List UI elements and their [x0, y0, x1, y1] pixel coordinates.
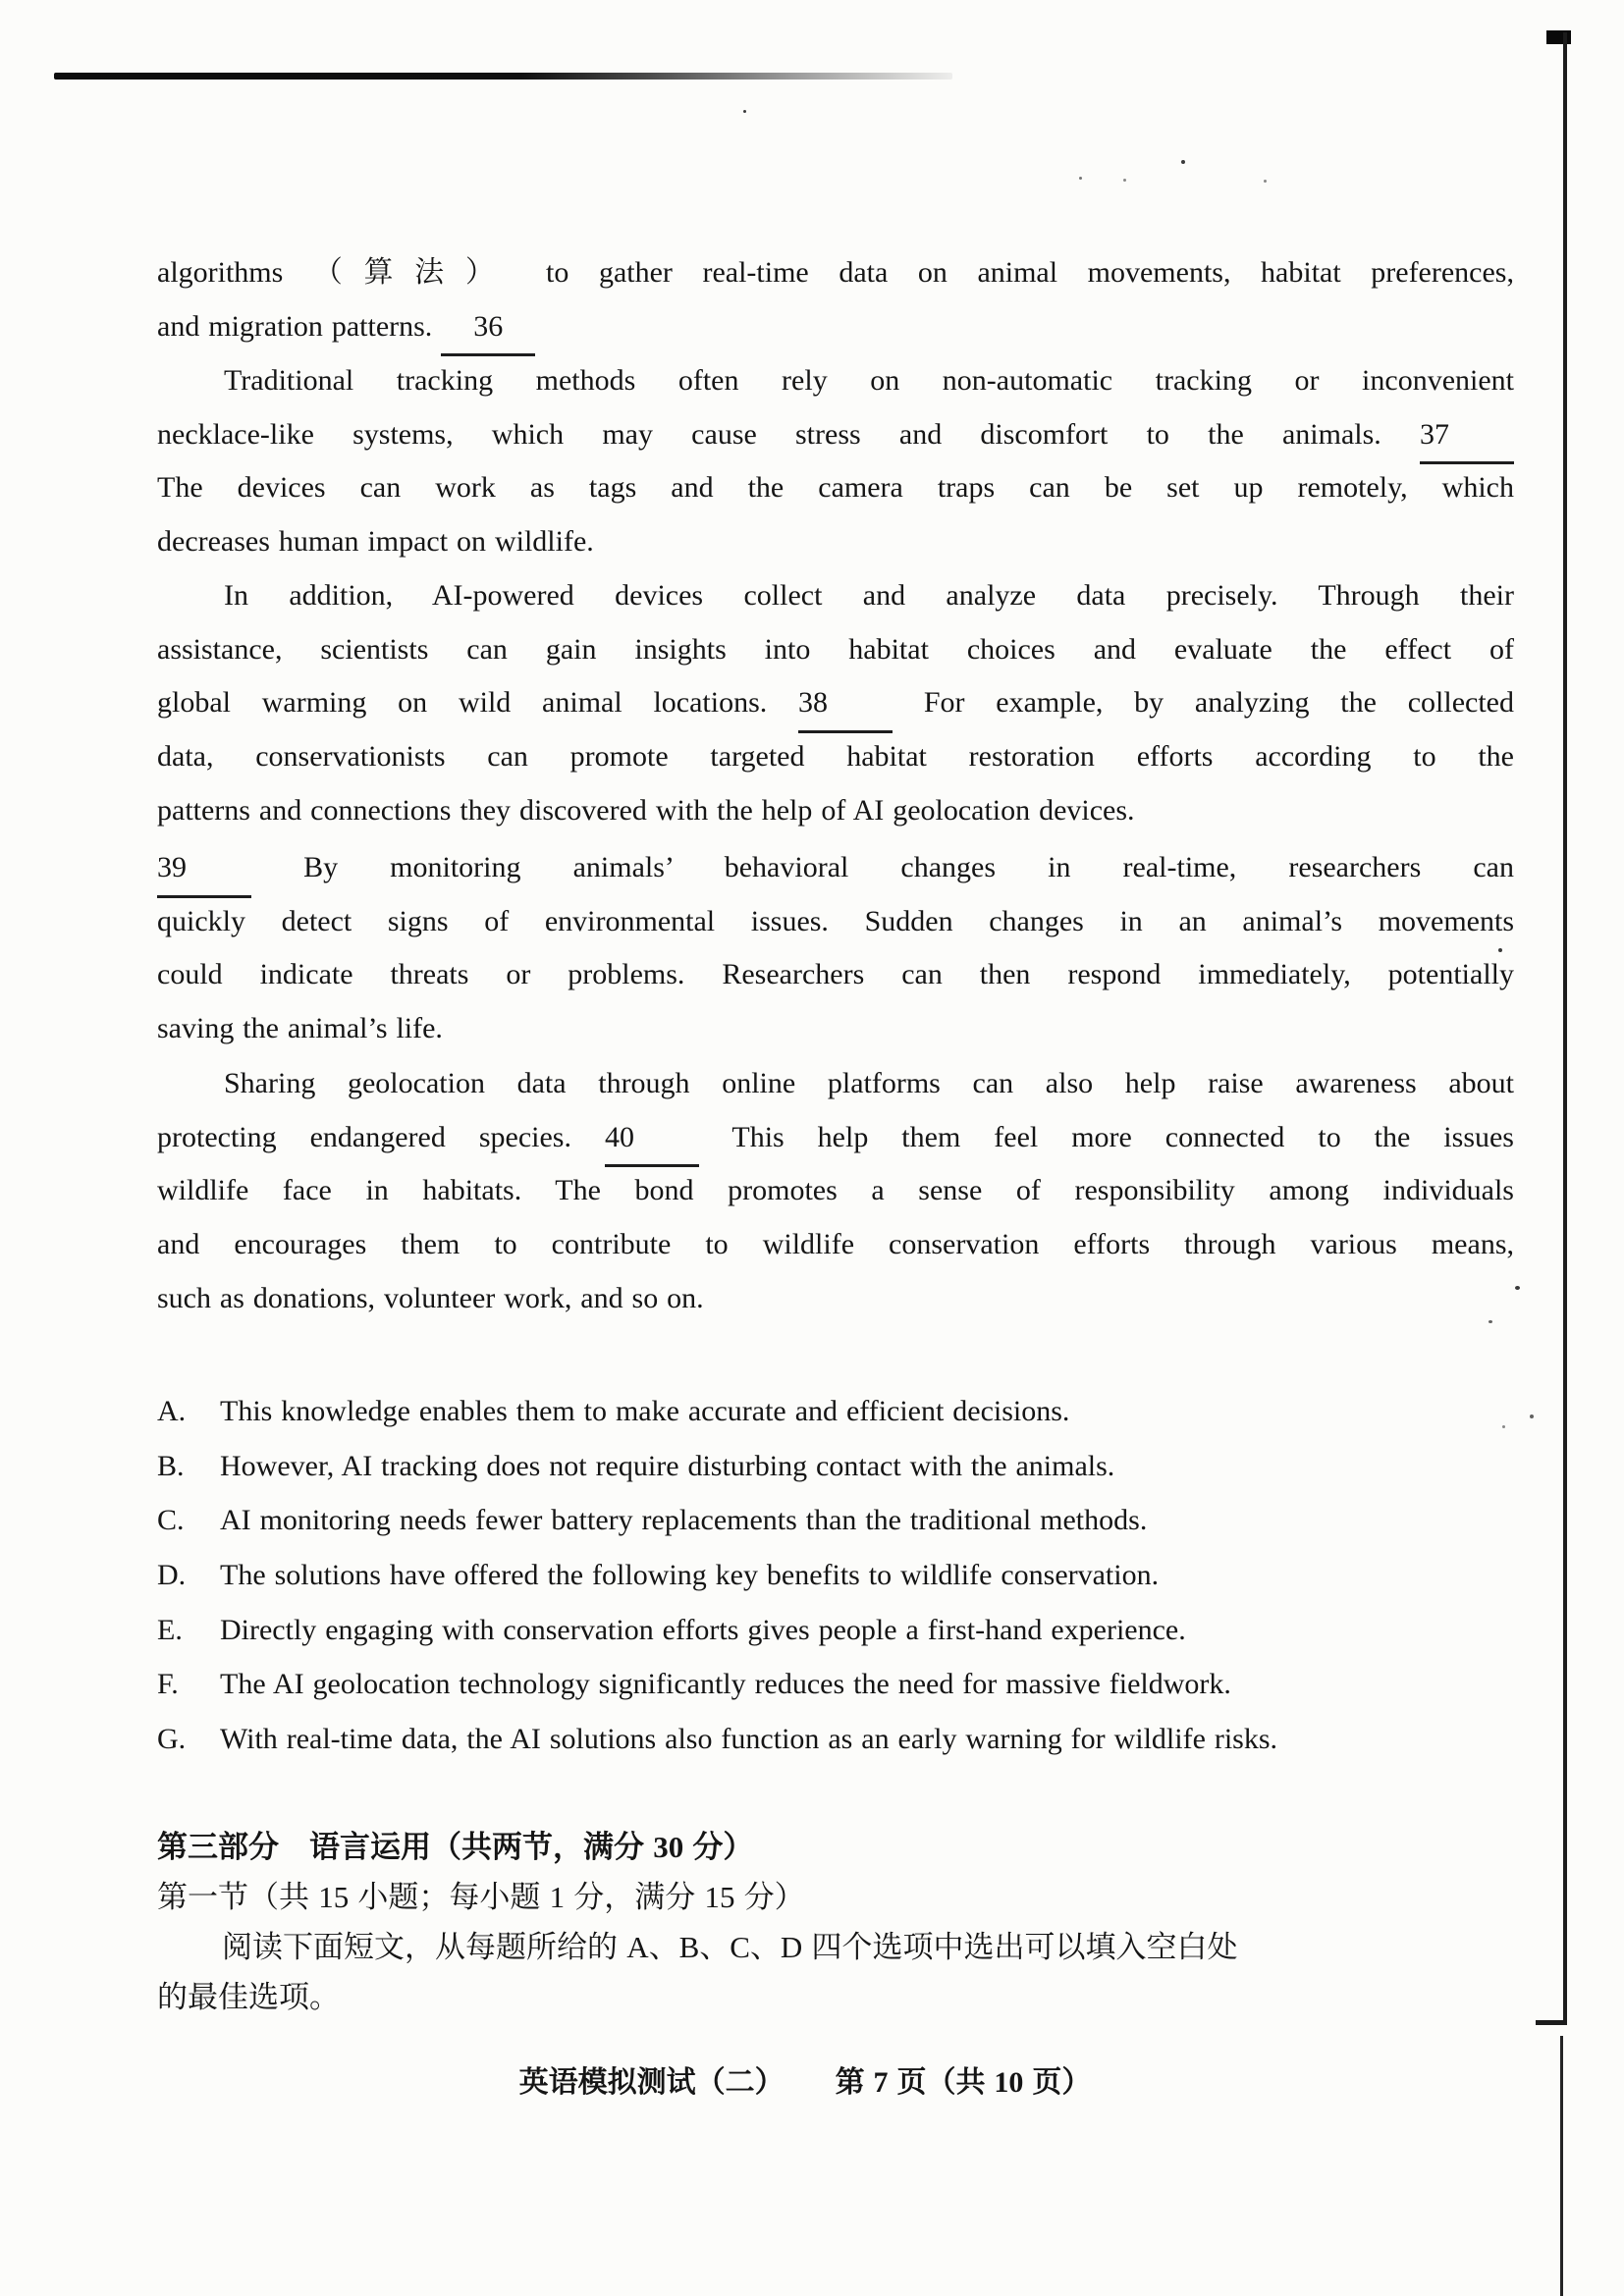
option-text: AI monitoring needs fewer battery replacements than the traditional methods. — [220, 1504, 1148, 1537]
passage-line: algorithms （算法） to gather real-time data on animal movements, habitat preferences, — [157, 256, 1514, 289]
option-letter: C. — [157, 1504, 185, 1537]
option-letter: A. — [157, 1395, 187, 1427]
passage-line: The devices can work as tags and the camera traps can be set up remotely, which — [157, 471, 1514, 505]
scan-artifact-top-rule — [54, 73, 952, 80]
passage-paragraph-traditional-tracking — [157, 354, 1514, 569]
option-row-G — [157, 1712, 1524, 1767]
option-letter: G. — [157, 1723, 187, 1756]
passage-line: assistance, scientists can gain insights into habitat choices and evaluate the effect of — [157, 632, 1514, 666]
option-row-D — [157, 1548, 1524, 1603]
passage-line: In addition, AI-powered devices collect and analyze data precisely. Through their — [224, 579, 1514, 612]
passage-paragraph-in-addition — [157, 569, 1514, 837]
option-letter: F. — [157, 1668, 179, 1701]
passage-paragraph-sharing-data — [157, 1057, 1514, 1325]
section-one-subheading: 第一节（共 15 小题；每小题 1 分，满分 15 分） — [157, 1880, 805, 1914]
passage-line: Traditional tracking methods often rely on non-automatic tracking or inconvenient — [224, 364, 1514, 397]
passage-line: saving the animal’s life. — [157, 1012, 443, 1045]
option-text: The solutions have offered the following key benefits to wildlife conservation. — [220, 1559, 1160, 1592]
passage-line: Sharing geolocation data through online platforms can also help raise awareness about — [224, 1067, 1514, 1099]
scan-speck — [1123, 179, 1126, 182]
passage-line: patterns and connections they discovered with the help of AI geolocation devices. — [157, 793, 1135, 827]
option-row-F — [157, 1657, 1524, 1712]
option-text: Directly engaging with conservation efforts gives people a first-hand experience. — [220, 1613, 1186, 1646]
scan-artifact-corner-blob — [1546, 30, 1571, 44]
passage-line: decreases human impact on wildlife. — [157, 525, 594, 559]
question-blank-40: 40 — [605, 1111, 699, 1168]
scan-speck — [1515, 1286, 1520, 1290]
scan-speck — [1530, 1415, 1534, 1418]
question-blank-38: 38 — [798, 676, 893, 733]
option-text: This knowledge enables them to make accurate and efficient decisions. — [220, 1395, 1070, 1427]
passage-line: wildlife face in habitats. The bond promotes a sense of responsibility among individuals — [157, 1174, 1514, 1207]
passage-paragraph-monitoring — [157, 841, 1514, 1056]
option-row-C — [157, 1493, 1524, 1548]
option-letter: D. — [157, 1559, 187, 1592]
scan-speck — [1079, 177, 1082, 180]
option-text: However, AI tracking does not require disturbing contact with the animals. — [220, 1449, 1115, 1482]
passage-line: and encourages them to contribute to wildlife conservation efforts through various means, — [157, 1228, 1514, 1261]
passage-line: global warming on wild animal locations. 38 For example, by analyzing the collected — [157, 676, 1514, 730]
section-three-block — [157, 1822, 1524, 2022]
footer-page-number: 第 7 页（共 10 页） — [835, 2066, 1092, 2099]
page-footer — [39, 2057, 1571, 2101]
passage-line: quickly detect signs of environmental issues. Sudden changes in an animal’s movements — [157, 904, 1514, 937]
passage-line: such as donations, volunteer work, and so on. — [157, 1281, 704, 1314]
passage-line: could indicate threats or problems. Researchers can then respond immediately, potentially — [157, 958, 1514, 991]
instruction-line-2: 的最佳选项。 — [157, 1980, 340, 2014]
option-row-A — [157, 1384, 1524, 1439]
option-letter: E. — [157, 1613, 183, 1646]
scan-artifact-right-edge-line — [1563, 32, 1567, 2025]
question-blank-37: 37 — [1420, 408, 1514, 465]
option-text: The AI geolocation technology significantly reduces the need for massive fieldwork. — [220, 1668, 1231, 1701]
scan-speck — [1264, 180, 1267, 183]
footer-exam-title: 英语模拟测试（二） — [518, 2066, 785, 2099]
scan-speck — [743, 110, 746, 113]
question-blank-39: 39 — [157, 841, 251, 898]
scan-speck — [1181, 160, 1185, 164]
answer-options-list — [157, 1384, 1524, 1767]
option-row-E — [157, 1603, 1524, 1658]
passage-line: and migration patterns. 36 — [157, 300, 1514, 354]
option-text: With real-time data, the AI solutions also function as an early warning for wildlife risks. — [220, 1723, 1278, 1756]
passage-line: protecting endangered species. 40 This help them feel more connected to the issues — [157, 1111, 1514, 1165]
passage-paragraph-continuation — [157, 246, 1514, 353]
passage-line: data, conservationists can promote targeted habitat restoration efforts according to the — [157, 740, 1514, 774]
passage-line: necklace-like systems, which may cause stress and discomfort to the animals. 37 — [157, 408, 1514, 462]
option-letter: B. — [157, 1449, 185, 1482]
instruction-line-1: 阅读下面短文，从每题所给的 A、B、C、D 四个选项中选出可以填入空白处 — [222, 1930, 1238, 1964]
question-blank-36: 36 — [441, 300, 535, 357]
option-row-B — [157, 1439, 1524, 1494]
scan-artifact-edge-tick — [1536, 2020, 1565, 2025]
passage-line: 39 By monitoring animals’ behavioral changes in real-time, researchers can — [157, 841, 1514, 895]
section-three-heading: 第三部分 语言运用（共两节，满分 30 分） — [157, 1830, 754, 1864]
